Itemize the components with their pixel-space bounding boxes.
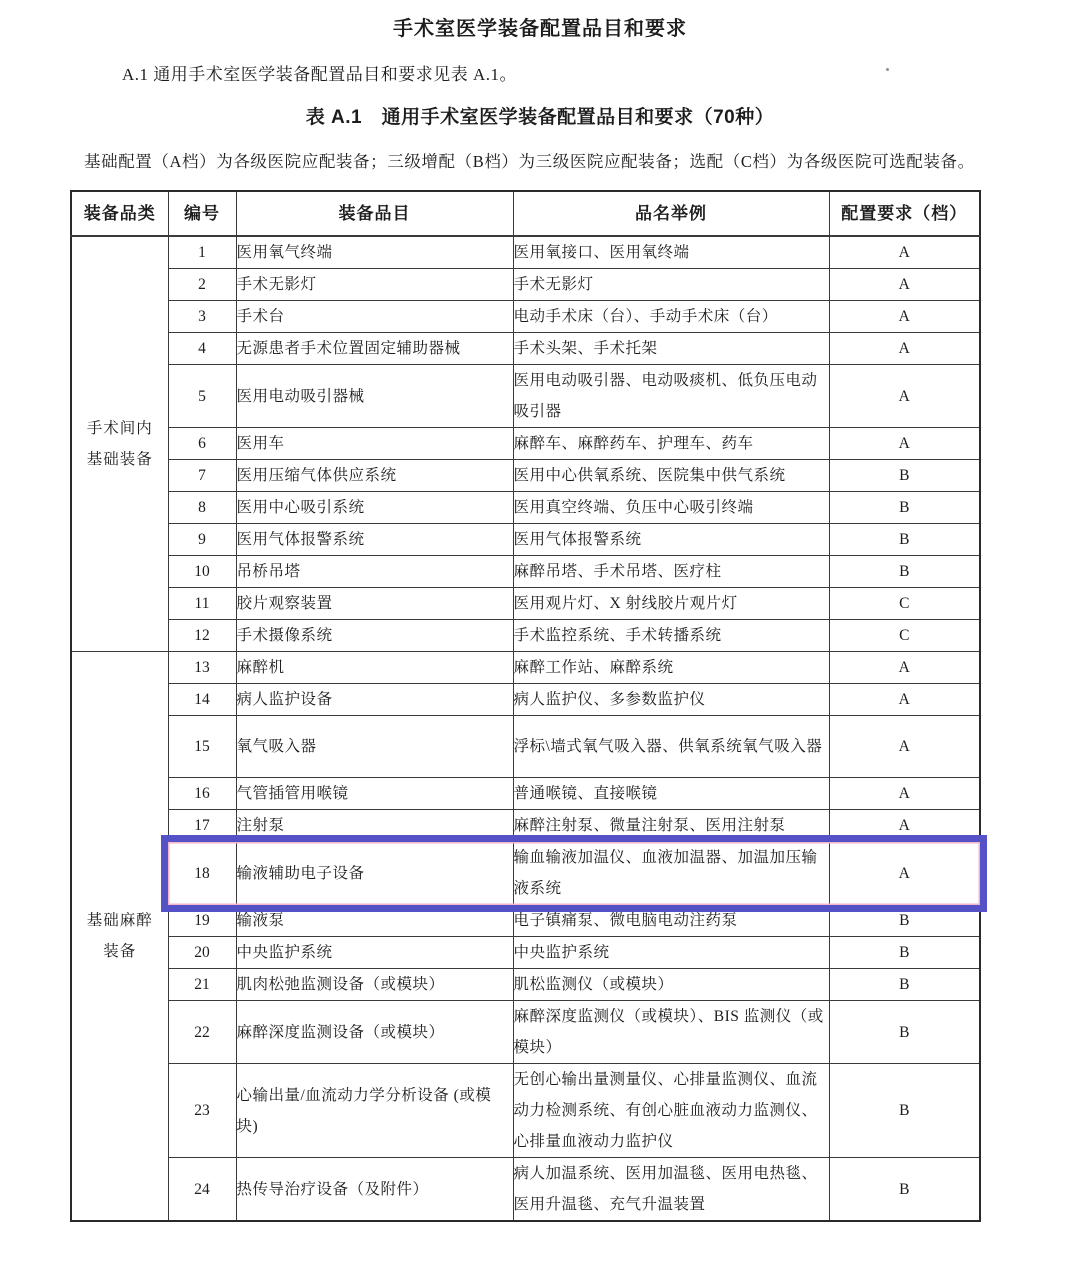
examples-cell: 手术头架、手术托架 bbox=[513, 333, 829, 365]
examples-cell: 病人监护仪、多参数监护仪 bbox=[513, 684, 829, 716]
table-row bbox=[71, 652, 980, 684]
examples-cell: 麻醉车、麻醉药车、护理车、药车 bbox=[513, 428, 829, 460]
item-name-cell: 医用压缩气体供应系统 bbox=[236, 460, 513, 492]
examples-cell: 电子镇痛泵、微电脑电动注药泵 bbox=[513, 905, 829, 937]
item-name-cell: 医用电动吸引器械 bbox=[236, 365, 513, 428]
examples-cell: 麻醉工作站、麻醉系统 bbox=[513, 652, 829, 684]
grade-cell: A bbox=[829, 269, 980, 301]
row-number-cell: 12 bbox=[168, 620, 236, 652]
row-number-cell: 18 bbox=[168, 842, 236, 905]
table-row bbox=[71, 460, 980, 492]
item-name-cell: 医用气体报警系统 bbox=[236, 524, 513, 556]
grade-cell: A bbox=[829, 652, 980, 684]
grade-cell: B bbox=[829, 524, 980, 556]
item-name-cell: 输液辅助电子设备 bbox=[236, 842, 513, 905]
grade-cell: A bbox=[829, 684, 980, 716]
grade-cell: A bbox=[829, 365, 980, 428]
item-name-cell: 吊桥吊塔 bbox=[236, 556, 513, 588]
item-name-cell: 医用中心吸引系统 bbox=[236, 492, 513, 524]
table-row bbox=[71, 620, 980, 652]
table-row bbox=[71, 365, 980, 428]
examples-cell: 无创心输出量测量仪、心排量监测仪、血流动力检测系统、有创心脏血液动力监测仪、心排量血液动力监护仪 bbox=[513, 1064, 829, 1158]
scan-artifact-dot bbox=[886, 68, 889, 71]
table-row bbox=[71, 236, 980, 269]
item-name-cell: 医用车 bbox=[236, 428, 513, 460]
grade-cell: B bbox=[829, 1158, 980, 1222]
intro-paragraph: A.1 通用手术室医学装备配置品目和要求见表 A.1。 bbox=[122, 65, 518, 84]
table-row bbox=[71, 556, 980, 588]
examples-cell: 医用观片灯、X 射线胶片观片灯 bbox=[513, 588, 829, 620]
item-name-cell: 病人监护设备 bbox=[236, 684, 513, 716]
grade-cell: C bbox=[829, 620, 980, 652]
table-row bbox=[71, 684, 980, 716]
row-number-cell: 23 bbox=[168, 1064, 236, 1158]
row-number-cell: 3 bbox=[168, 301, 236, 333]
examples-cell: 浮标\墙式氧气吸入器、供氧系统氧气吸入器 bbox=[513, 716, 829, 778]
header-item: 装备品目 bbox=[236, 191, 513, 236]
category-cell: 基础麻醉 装备 bbox=[71, 652, 168, 1222]
row-number-cell: 7 bbox=[168, 460, 236, 492]
examples-cell: 医用中心供氧系统、医院集中供气系统 bbox=[513, 460, 829, 492]
equipment-table bbox=[70, 190, 981, 1222]
examples-cell: 中央监护系统 bbox=[513, 937, 829, 969]
item-name-cell: 肌肉松弛监测设备（或模块） bbox=[236, 969, 513, 1001]
table-header-row bbox=[71, 191, 980, 236]
item-name-cell: 手术无影灯 bbox=[236, 269, 513, 301]
item-name-cell: 中央监护系统 bbox=[236, 937, 513, 969]
grade-cell: B bbox=[829, 969, 980, 1001]
header-grade: 配置要求（档） bbox=[829, 191, 980, 236]
row-number-cell: 9 bbox=[168, 524, 236, 556]
table-row bbox=[71, 810, 980, 842]
row-number-cell: 4 bbox=[168, 333, 236, 365]
grade-cell: B bbox=[829, 937, 980, 969]
grade-cell: A bbox=[829, 778, 980, 810]
table-row bbox=[71, 1001, 980, 1064]
grade-cell: A bbox=[829, 428, 980, 460]
row-number-cell: 5 bbox=[168, 365, 236, 428]
category-cell: 手术间内 基础装备 bbox=[71, 236, 168, 652]
table-row bbox=[71, 492, 980, 524]
examples-cell: 手术监控系统、手术转播系统 bbox=[513, 620, 829, 652]
grade-cell: A bbox=[829, 301, 980, 333]
row-number-cell: 20 bbox=[168, 937, 236, 969]
table-row bbox=[71, 1158, 980, 1222]
item-name-cell: 手术台 bbox=[236, 301, 513, 333]
grade-cell: B bbox=[829, 905, 980, 937]
grade-legend-note: 基础配置（A档）为各级医院应配装备；三级增配（B档）为三级医院应配装备；选配（C档）为各级医院可选配装备。 bbox=[84, 152, 975, 171]
examples-cell: 病人加温系统、医用加温毯、医用电热毯、医用升温毯、充气升温装置 bbox=[513, 1158, 829, 1222]
item-name-cell: 注射泵 bbox=[236, 810, 513, 842]
item-name-cell: 心输出量/血流动力学分析设备 (或模块) bbox=[236, 1064, 513, 1158]
examples-cell: 医用真空终端、负压中心吸引终端 bbox=[513, 492, 829, 524]
row-number-cell: 19 bbox=[168, 905, 236, 937]
examples-cell: 普通喉镜、直接喉镜 bbox=[513, 778, 829, 810]
grade-cell: B bbox=[829, 492, 980, 524]
table-row bbox=[71, 428, 980, 460]
row-number-cell: 13 bbox=[168, 652, 236, 684]
grade-cell: B bbox=[829, 460, 980, 492]
item-name-cell: 无源患者手术位置固定辅助器械 bbox=[236, 333, 513, 365]
item-name-cell: 医用氧气终端 bbox=[236, 236, 513, 269]
row-number-cell: 10 bbox=[168, 556, 236, 588]
examples-cell: 输血输液加温仪、血液加温器、加温加压输液系统 bbox=[513, 842, 829, 905]
item-name-cell: 热传导治疗设备（及附件） bbox=[236, 1158, 513, 1222]
item-name-cell: 气管插管用喉镜 bbox=[236, 778, 513, 810]
table-row bbox=[71, 269, 980, 301]
row-number-cell: 8 bbox=[168, 492, 236, 524]
table-row bbox=[71, 333, 980, 365]
document-title: 手术室医学装备配置品目和要求 bbox=[393, 18, 687, 40]
table-row bbox=[71, 524, 980, 556]
grade-cell: A bbox=[829, 810, 980, 842]
examples-cell: 肌松监测仪（或模块） bbox=[513, 969, 829, 1001]
header-category: 装备品类 bbox=[71, 191, 168, 236]
item-name-cell: 胶片观察装置 bbox=[236, 588, 513, 620]
grade-cell: C bbox=[829, 588, 980, 620]
row-number-cell: 2 bbox=[168, 269, 236, 301]
item-name-cell: 氧气吸入器 bbox=[236, 716, 513, 778]
row-number-cell: 14 bbox=[168, 684, 236, 716]
grade-cell: B bbox=[829, 1064, 980, 1158]
table-row bbox=[71, 1064, 980, 1158]
row-number-cell: 24 bbox=[168, 1158, 236, 1222]
table-row bbox=[71, 842, 980, 905]
header-examples: 品名举例 bbox=[513, 191, 829, 236]
examples-cell: 麻醉深度监测仪（或模块）、BIS 监测仪（或模块） bbox=[513, 1001, 829, 1064]
item-name-cell: 输液泵 bbox=[236, 905, 513, 937]
examples-cell: 医用氧接口、医用氧终端 bbox=[513, 236, 829, 269]
row-number-cell: 17 bbox=[168, 810, 236, 842]
examples-cell: 医用气体报警系统 bbox=[513, 524, 829, 556]
item-name-cell: 麻醉机 bbox=[236, 652, 513, 684]
table-row bbox=[71, 588, 980, 620]
row-number-cell: 16 bbox=[168, 778, 236, 810]
row-number-cell: 1 bbox=[168, 236, 236, 269]
grade-cell: A bbox=[829, 842, 980, 905]
examples-cell: 医用电动吸引器、电动吸痰机、低负压电动吸引器 bbox=[513, 365, 829, 428]
equipment-table-body bbox=[71, 236, 980, 1221]
row-number-cell: 15 bbox=[168, 716, 236, 778]
table-row bbox=[71, 301, 980, 333]
row-number-cell: 6 bbox=[168, 428, 236, 460]
table-row bbox=[71, 716, 980, 778]
grade-cell: B bbox=[829, 556, 980, 588]
table-row bbox=[71, 778, 980, 810]
item-name-cell: 麻醉深度监测设备（或模块） bbox=[236, 1001, 513, 1064]
grade-cell: B bbox=[829, 1001, 980, 1064]
grade-cell: A bbox=[829, 333, 980, 365]
header-number: 编号 bbox=[168, 191, 236, 236]
grade-cell: A bbox=[829, 716, 980, 778]
examples-cell: 麻醉注射泵、微量注射泵、医用注射泵 bbox=[513, 810, 829, 842]
item-name-cell: 手术摄像系统 bbox=[236, 620, 513, 652]
row-number-cell: 21 bbox=[168, 969, 236, 1001]
table-caption: 表 A.1 通用手术室医学装备配置品目和要求（70种） bbox=[305, 107, 775, 128]
examples-cell: 手术无影灯 bbox=[513, 269, 829, 301]
table-row bbox=[71, 937, 980, 969]
examples-cell: 电动手术床（台）、手动手术床（台） bbox=[513, 301, 829, 333]
grade-cell: A bbox=[829, 236, 980, 269]
row-number-cell: 22 bbox=[168, 1001, 236, 1064]
examples-cell: 麻醉吊塔、手术吊塔、医疗柱 bbox=[513, 556, 829, 588]
table-row bbox=[71, 969, 980, 1001]
row-number-cell: 11 bbox=[168, 588, 236, 620]
table-row bbox=[71, 905, 980, 937]
